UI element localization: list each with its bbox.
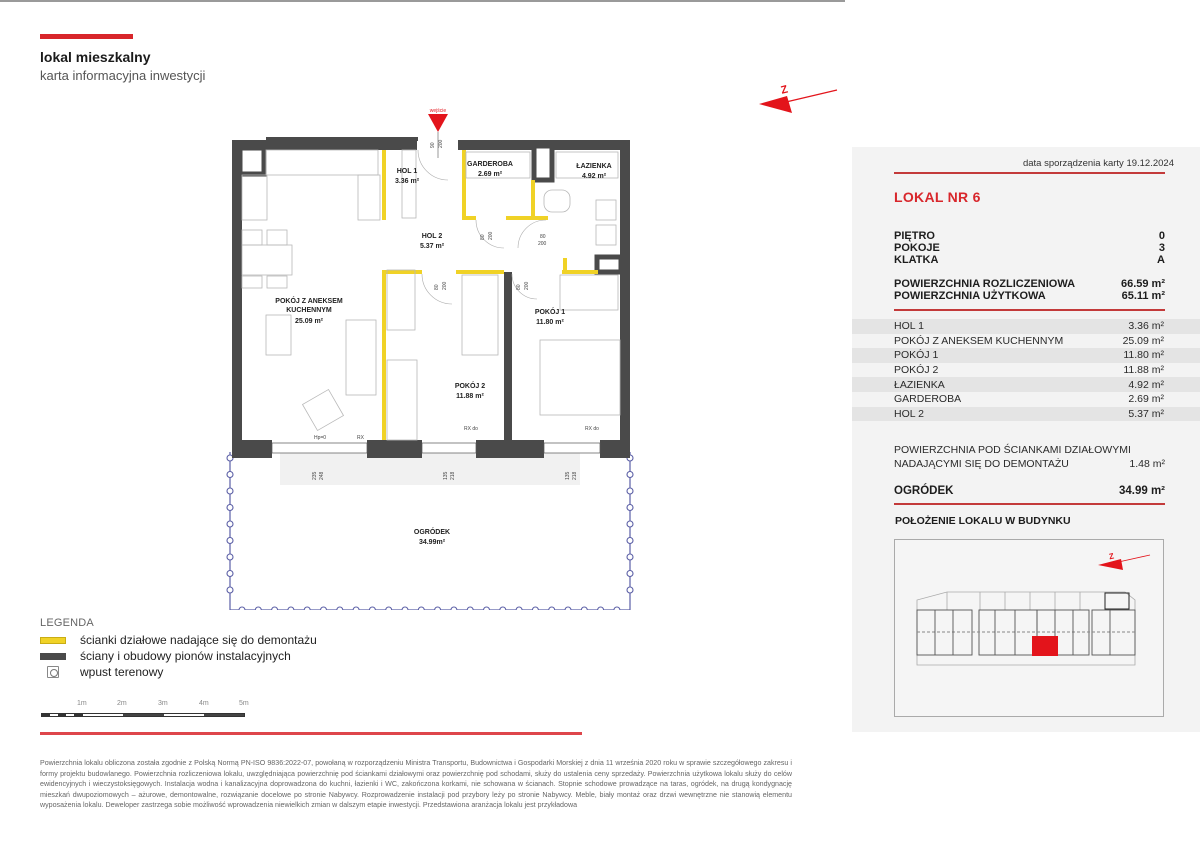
- door-label: 80: [480, 234, 486, 240]
- page-title: lokal mieszkalny: [40, 49, 151, 65]
- billing-area-label: POWIERZCHNIA ROZLICZENIOWA: [894, 278, 1076, 290]
- room-row: [852, 392, 1200, 407]
- fence-post: [435, 607, 441, 610]
- scale-tick: 4m: [199, 700, 209, 707]
- room-area-garderoba: 2.69 m²: [477, 171, 503, 178]
- removable-partitions: [382, 150, 598, 440]
- room-value: 11.88 m²: [1123, 364, 1164, 377]
- room-label: HOL 2: [894, 407, 924, 420]
- door-label: 80: [516, 284, 522, 290]
- room-label: ŁAZIENKA: [894, 378, 945, 391]
- room-area-pokoj1: 11.80 m²: [536, 319, 564, 326]
- fence-post: [549, 607, 555, 610]
- room-name-hol2: HOL 2: [421, 233, 443, 240]
- scale-tick: 1m: [77, 700, 87, 707]
- usable-area-value: 65.11 m²: [1121, 290, 1165, 302]
- window-note: Hp=0: [314, 435, 327, 441]
- page-header: [40, 34, 205, 83]
- furniture: [242, 150, 620, 440]
- partition-area-value: 1.48 m²: [1129, 458, 1165, 470]
- footer-accent-rule: [40, 732, 582, 735]
- fence-post: [321, 607, 327, 610]
- door-label: 90: [430, 142, 436, 148]
- fence-post: [227, 554, 233, 560]
- room-label: HOL 1: [894, 320, 924, 333]
- fence-post: [565, 607, 571, 610]
- fence-post: [227, 472, 233, 478]
- door-label: 200: [538, 241, 547, 247]
- floor-drain-icon: [47, 666, 59, 678]
- fence-post: [337, 607, 343, 610]
- unit-number: LOKAL NR 6: [894, 189, 981, 205]
- room-label: POKÓJ 2: [894, 364, 939, 377]
- window-label: 135: [565, 471, 571, 480]
- window-note: RX do: [464, 426, 478, 432]
- unit-location-highlight: [1032, 636, 1058, 656]
- garden-row: [894, 485, 1165, 497]
- room-area-lazienka: 4.92 m²: [581, 173, 607, 180]
- fence-post: [627, 505, 633, 511]
- building-location-map: [894, 539, 1164, 717]
- room-area-table: [852, 319, 1200, 421]
- card-date: data sporządzenia karty 19.12.2024: [1022, 158, 1174, 169]
- window-label: 218: [450, 471, 456, 480]
- fence-post: [627, 587, 633, 593]
- room-area-pokoj2: 11.88 m²: [456, 393, 484, 400]
- info-panel: [852, 147, 1200, 732]
- staircase-row: [894, 254, 1165, 266]
- top-rule: [0, 0, 845, 2]
- fence-post: [227, 587, 233, 593]
- legend-item: [40, 648, 317, 664]
- room-value: 3.36 m²: [1128, 320, 1164, 333]
- windows: [272, 443, 600, 453]
- legend-label: wpust terenowy: [80, 665, 164, 679]
- fence-post: [627, 488, 633, 494]
- legend: [40, 617, 317, 680]
- room-labels: [275, 161, 611, 546]
- billing-area-row: [894, 278, 1165, 290]
- fence-post: [255, 607, 261, 610]
- fence-post: [418, 607, 424, 610]
- fence-post: [239, 607, 245, 610]
- floor-row: [894, 230, 1165, 242]
- scale-tick: 2m: [117, 700, 127, 707]
- partition-swatch-icon: [40, 637, 66, 644]
- room-row: [852, 377, 1200, 392]
- fence-post: [288, 607, 294, 610]
- minimap-north-arrow-icon: [1098, 551, 1150, 570]
- room-area-hol2: 5.37 m²: [419, 243, 445, 250]
- door-label: 200: [442, 281, 448, 290]
- fence-post: [598, 607, 604, 610]
- window-note: RX: [357, 435, 364, 441]
- header-accent-bar: [40, 34, 133, 39]
- room-value: 5.37 m²: [1128, 407, 1164, 420]
- fence-post: [532, 607, 538, 610]
- window-note: RX do: [585, 426, 599, 432]
- room-row: [852, 319, 1200, 334]
- staircase-value: A: [1157, 254, 1165, 266]
- rooms-count-row: [894, 242, 1165, 254]
- fence-post: [451, 607, 457, 610]
- door-label: 200: [524, 281, 530, 290]
- door-label: 200: [488, 231, 494, 240]
- usable-area-label: POWIERZCHNIA UŻYTKOWA: [894, 290, 1046, 302]
- room-label: POKÓJ Z ANEKSEM KUCHENNYM: [894, 334, 1064, 347]
- room-name-salon: POKÓJ Z ANEKSEM: [275, 298, 343, 305]
- room-name-hol1: HOL 1: [396, 168, 418, 175]
- fence-post: [227, 521, 233, 527]
- legend-item: [40, 664, 317, 680]
- fence-post: [369, 607, 375, 610]
- location-title: POŁOŻENIE LOKALU W BUDYNKU: [895, 515, 1071, 527]
- panel-rule: [894, 172, 1165, 174]
- wall-swatch-icon: [40, 653, 66, 660]
- usable-area-row: [894, 290, 1165, 302]
- fence-post: [484, 607, 490, 610]
- legend-title: LEGENDA: [40, 617, 94, 629]
- fence-post: [627, 472, 633, 478]
- door-label: 80: [540, 234, 546, 240]
- room-row: [852, 407, 1200, 422]
- staircase-label: KLATKA: [894, 254, 939, 266]
- legend-label: ściany i obudowy pionów instalacyjnych: [80, 649, 291, 663]
- billing-area-value: 66.59 m²: [1120, 278, 1165, 290]
- panel-rule: [894, 503, 1165, 505]
- fence-post: [353, 607, 359, 610]
- room-area-hol1: 3.36 m²: [394, 178, 420, 185]
- room-area-salon: 25.09 m²: [294, 318, 324, 325]
- partition-area-block: [894, 443, 1165, 471]
- fence-post: [467, 607, 473, 610]
- room-label: POKÓJ 1: [894, 349, 939, 362]
- door-label: 200: [438, 139, 444, 148]
- room-name-lazienka: ŁAZIENKA: [576, 163, 612, 170]
- fence-post: [627, 521, 633, 527]
- room-row: [852, 348, 1200, 363]
- north-label: Z: [779, 83, 790, 97]
- fence-post: [627, 538, 633, 544]
- room-name-ogrodek: OGRÓDEK: [413, 529, 451, 536]
- fence-post: [627, 571, 633, 577]
- window-label: 248: [319, 471, 325, 480]
- building-units: [917, 593, 1135, 655]
- door-label: 80: [434, 284, 440, 290]
- scale-tick: 5m: [239, 700, 249, 707]
- fence-post: [227, 571, 233, 577]
- room-value: 2.69 m²: [1128, 393, 1164, 406]
- room-label: GARDEROBA: [894, 393, 962, 406]
- fence-post: [272, 607, 278, 610]
- fence-post: [386, 607, 392, 610]
- window-label: 218: [572, 471, 578, 480]
- fence-post: [500, 607, 506, 610]
- scale-tick: 3m: [158, 700, 168, 707]
- fence-post: [304, 607, 310, 610]
- room-row: [852, 334, 1200, 349]
- fence-post: [516, 607, 522, 610]
- partition-area-label-1: POWIERZCHNIA POD ŚCIANKAMI DZIAŁOWYMI: [894, 444, 1131, 456]
- fence-post: [402, 607, 408, 610]
- floor-value: 0: [1158, 230, 1165, 242]
- fence-post: [227, 505, 233, 511]
- room-value: 11.80 m²: [1123, 349, 1164, 362]
- rooms-count-label: POKOJE: [894, 242, 940, 254]
- room-value: 25.09 m²: [1122, 334, 1164, 347]
- floor-label: PIĘTRO: [894, 230, 935, 242]
- page-subtitle: karta informacyjna inwestycji: [40, 68, 206, 83]
- window-label: 135: [443, 471, 449, 480]
- fence-post: [581, 607, 587, 610]
- panel-rule: [894, 309, 1165, 311]
- scale-bar: [41, 700, 251, 717]
- entrance-label: wejście: [429, 108, 447, 114]
- legend-item: [40, 632, 317, 648]
- room-name-garderoba: GARDEROBA: [467, 161, 513, 168]
- disclaimer-text: Powierzchnia lokalu obliczona została zgodnie z Polską Normą PN-ISO 9836:2022-07, powołaną w rozporządzeniu Ministra Transportu, Budownictwa i Gospodarki Morskiej z dnia 11 września 2020 roku w sprawie szczegółowego zakresu i formy projektu budowlanego. Powierzchnia rozliczeniowa lokalu, uwzględniająca powierzchnię pod ściankami działowymi oraz powierzchnię pod schodami, służy do ustalenia ceny sprzedaży. Powierzchnia użytkowa lokalu służy do celów ewidencyjnych i wieczystoksięgowych. Instalacja wodna i kanalizacyjna doprowadzona do kuchni, łazienki i WC, zakończona korkami, nie schowana w ścianach. Stopnie schodowe prowadzące na taras, ogródek, na drugą kondygnację mieszkań dwupoziomowych – ażurowe, demontowalne, rozwiązanie docelowe po stronie Nabywcy. Rozprowadzenie instalacji pod przybory leży po stronie Nabywcy. Meble, biały montaż oraz drzwi wewnętrzne nie stanowią elementu wyposażenia lokalu. Deweloper zastrzega sobie możliwość wprowadzenia niewielkich zmian w dalszym etapie inwestycji. Przedstawiona aranżacja lokalu jest przykładowa: [40, 759, 792, 810]
- room-row: [852, 363, 1200, 378]
- fence-post: [227, 488, 233, 494]
- minimap-north-label: Z: [1108, 551, 1115, 562]
- legend-label: ścianki działowe nadające się do demontażu: [80, 633, 317, 647]
- north-arrow-icon: [755, 78, 845, 118]
- fence-post: [627, 554, 633, 560]
- garden-label: OGRÓDEK: [894, 485, 954, 497]
- room-name-pokoj2: POKÓJ 2: [454, 383, 486, 390]
- window-label: 235: [312, 471, 318, 480]
- rooms-count-value: 3: [1158, 242, 1165, 254]
- fence-post: [227, 538, 233, 544]
- garden-value: 34.99 m²: [1118, 485, 1165, 497]
- floor-plan: [222, 100, 642, 610]
- partition-area-label-2: NADAJĄCYMI SIĘ DO DEMONTAŻU: [894, 458, 1069, 470]
- fence-post: [614, 607, 620, 610]
- room-area-ogrodek: 34.99m²: [418, 539, 446, 546]
- building-outline: [917, 592, 1135, 665]
- room-name-pokoj1: POKÓJ 1: [534, 309, 566, 316]
- room-value: 4.92 m²: [1128, 378, 1164, 391]
- room-name-salon-2: KUCHENNYM: [286, 307, 332, 314]
